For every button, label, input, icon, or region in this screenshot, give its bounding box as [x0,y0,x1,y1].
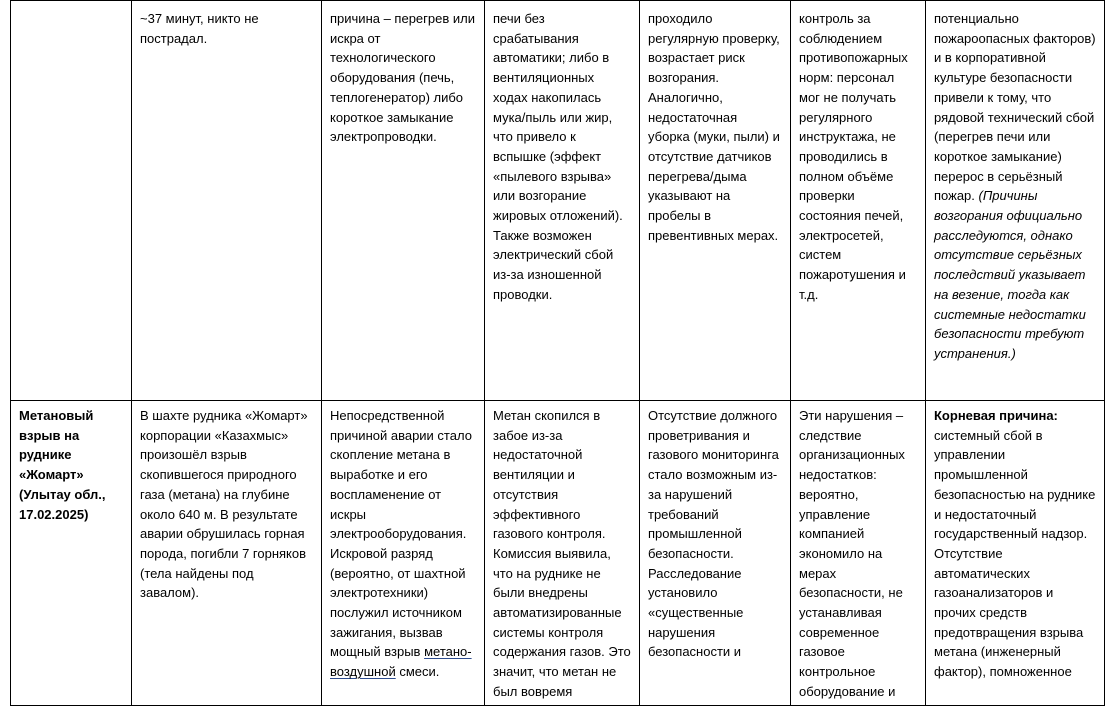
root-cause-text: системный сбой в управлении промышленной безопасностью на руднике и недостаточный государственный надзор. Отсутствие автоматических газоанализаторов и прочих средств предотвращения взрыва метана (инженерный фактор), помноженное [934,427,1096,680]
organizational-reasons-cell: контроль за соблюдением противопожарных норм: персонал мог не получать регулярного инструктажа, не проводились в полном объёме проверки состояния печей, электросетей, систем пожаротушения и т.д. [791,1,926,401]
organizational-reasons-cell: Эти нарушения – следствие организационных недостатков: вероятно, управление компанией экономило на мерах безопасности, не устанавливая современное газовое контрольное оборудование и [791,401,926,706]
root-cause-cell [926,401,1105,706]
root-cause-note: (Причины возгорания официально расследуются, однако отсутствие серьёзных последствий указывает на везение, тогда как системные недостатки безопасности требуют устранения.) [934,188,1086,361]
root-cause-label: Корневая причина: [934,408,1058,423]
direct-cause-text: Непосредственной причиной аварии стало скопление метана в выработке и его воспламенение от искры электрооборудования. Искровой разряд (вероятно, от шахтной электротехники) послужил источником зажигания, вызвав мощный взрыв [330,408,472,660]
incident-description-cell: ~37 минут, никто не пострадал. [132,1,322,401]
direct-cause-cell: причина – перегрев или искра от технологического оборудования (печь, теплогенератор) либо короткое замыкание электропроводки. [322,1,485,401]
root-cause-text: потенциально пожароопасных факторов) и в корпоративной культуре безопасности привели к тому, что рядовой технический сбой (перегрев печи или короткое замыкание) перерос в серьёзный пожар. [934,11,1096,204]
contributing-factors-cell: печи без срабатывания автоматики; либо в вентиляционных ходах накопилась мука/пыль или жир, что привело к вспышке (эффект «пылевого взрыва» или возгорание жировых отложений). Также возможен электрический сбой из-за изношенной проводки. [485,1,640,401]
direct-cause-cell [322,401,485,706]
contributing-factors-cell: Метан скопился в забое из-за недостаточной вентиляции и отсутствия эффективного газового контроля. Комиссия выявила, что на руднике не были внедрены автоматизированные системы контроля содержания газов. Это значит, что метан не был вовремя [485,401,640,706]
incident-name-cell [11,1,132,401]
table-row [11,401,1105,706]
incident-name-cell: Метановый взрыв на руднике «Жомарт» (Улытау обл., 17.02.2025) [11,401,132,706]
incident-analysis-table [10,0,1105,706]
table-row [11,1,1105,401]
incident-description-cell: В шахте рудника «Жомарт» корпорации «Казахмыс» произошёл взрыв скопившегося природного газа (метана) на глубине около 640 м. В результате аварии обрушилась горная порода, погибли 7 горняков (тела найдены под завалом). [132,401,322,706]
technical-reasons-cell: проходило регулярную проверку, возрастает риск возгорания. Аналогично, недостаточная уборка (муки, пыли) и отсутствие датчиков перегрева/дыма указывают на пробелы в превентивных мерах. [640,1,791,401]
methane-air-mixture-link[interactable]: метано-воздушной [330,644,472,680]
root-cause-cell [926,1,1105,401]
technical-reasons-cell: Отсутствие должного проветривания и газового мониторинга стало возможным из-за нарушений требований промышленной безопасности. Расследование установило «существенные нарушения безопасности и [640,401,791,706]
direct-cause-end: смеси. [395,664,440,680]
